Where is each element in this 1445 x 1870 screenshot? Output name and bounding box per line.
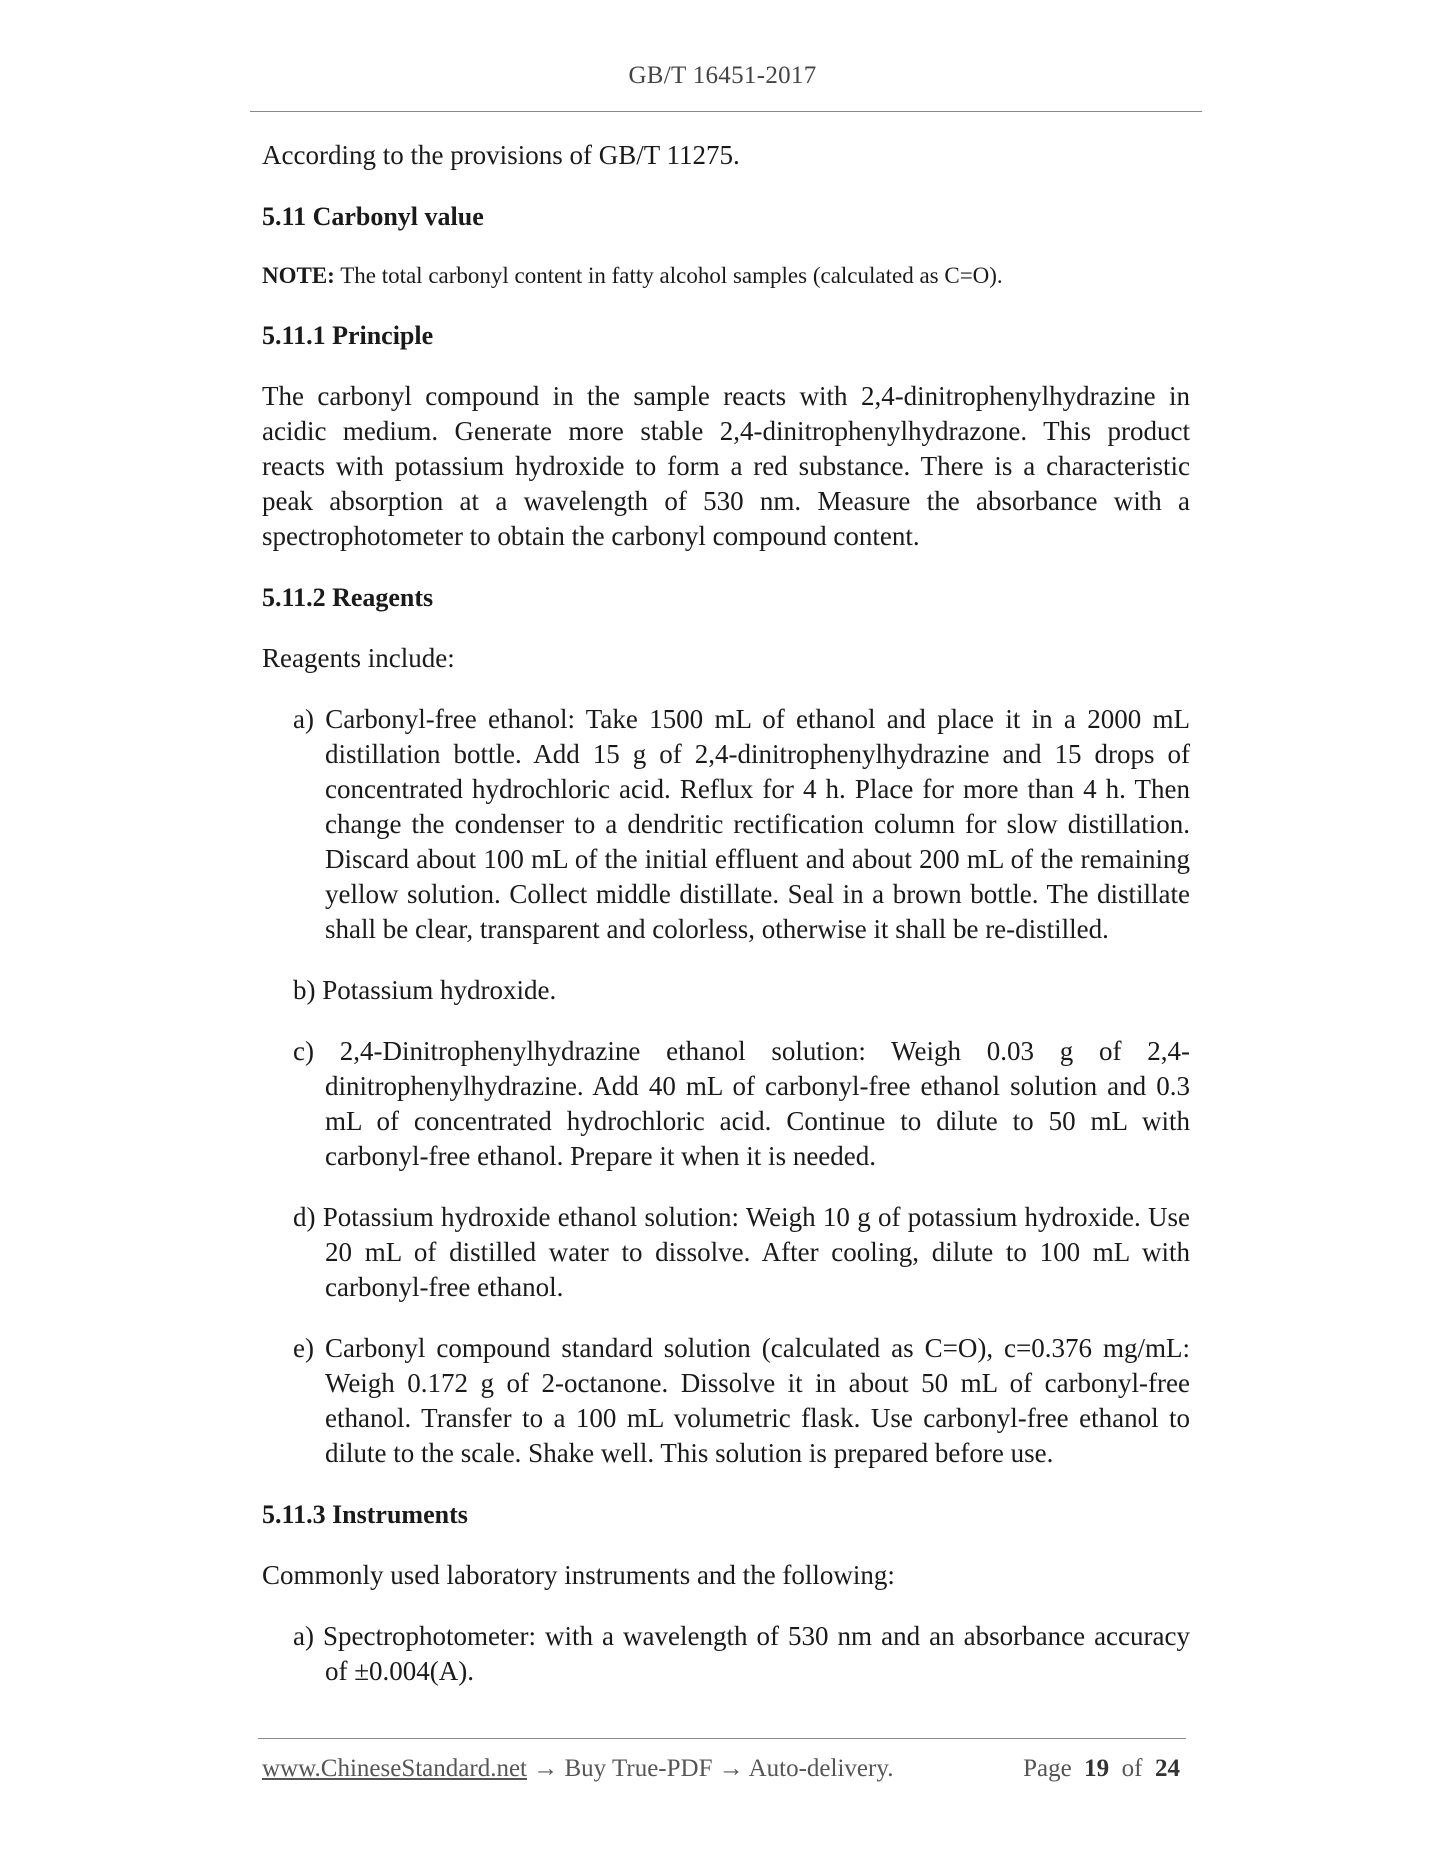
- of-label: of: [1121, 1755, 1143, 1782]
- reagent-item-c: c) 2,4-Dinitrophenylhydrazine ethanol solution: Weigh 0.03 g of 2,4-dinitrophenylhydrazine. Add 40 mL of carbonyl-free ethanol solution and 0.3 mL of concentrated hydrochloric acid. Continue to dilute to 50 mL with carbonyl-free ethanol. Prepare it when it is needed.: [293, 1036, 1190, 1171]
- running-header: GB/T 16451-2017: [628, 62, 817, 89]
- auto-delivery-text: Auto-delivery.: [748, 1755, 894, 1782]
- note-paragraph: [262, 260, 1190, 292]
- reagent-item-d: d) Potassium hydroxide ethanol solution: Weigh 10 g of potassium hydroxide. Use 20 mL of distilled water to dissolve. After cooling, dilute to 100 mL with carbonyl-free ethanol.: [293, 1202, 1190, 1302]
- reagents-title: 5.11.2 Reagents: [262, 583, 434, 612]
- principle-paragraph: The carbonyl compound in the sample reacts with 2,4-dinitrophenylhydrazine in acidic medium. Generate more stable 2,4-dinitrophenylhydrazone. This product reacts with potassium hydroxide to form a red substance. There is a characteristic peak absorption at a wavelength of 530 nm. Measure the absorbance with a spectrophotometer to obtain the carbonyl compound content.: [262, 381, 1190, 551]
- page-number: 19: [1084, 1755, 1110, 1782]
- note-label: NOTE:: [262, 263, 335, 288]
- page-indicator: [1023, 1755, 1180, 1783]
- principle-title: 5.11.1 Principle: [262, 321, 434, 350]
- arrow-right-icon: →: [718, 1755, 744, 1782]
- page-label: Page: [1023, 1755, 1072, 1782]
- note-text: The total carbonyl content in fatty alcohol samples (calculated as C=O).: [340, 263, 1003, 288]
- buy-pdf-text: Buy True-PDF: [564, 1755, 713, 1782]
- section-title: 5.11 Carbonyl value: [262, 202, 484, 231]
- instruments-intro: Commonly used laboratory instruments and the following:: [262, 1560, 895, 1590]
- intro-paragraph: According to the provisions of GB/T 11275.: [262, 140, 740, 170]
- header-divider: [250, 111, 1202, 112]
- reagents-intro: Reagents include:: [262, 643, 455, 673]
- instrument-item-a: a) Spectrophotometer: with a wavelength of 530 nm and an absorbance accuracy of ±0.004(A).: [293, 1621, 1190, 1686]
- page-content: [262, 138, 1190, 1715]
- instruments-title: 5.11.3 Instruments: [262, 1500, 468, 1529]
- footer-divider: [258, 1738, 1186, 1739]
- reagent-item-a: a) Carbonyl-free ethanol: Take 1500 mL of ethanol and place it in a 2000 mL distillation bottle. Add 15 g of 2,4-dinitrophenylhydrazine and 15 drops of concentrated hydrochloric acid. Reflux for 4 h. Place for more than 4 h. Then change the condenser to a dendritic rectification column for slow distillation. Discard about 100 mL of the initial effluent and about 200 mL of the remaining yellow solution. Collect middle distillate. Seal in a brown bottle. The distillate shall be clear, transparent and colorless, otherwise it shall be re-distilled.: [293, 704, 1190, 944]
- reagent-item-b: b) Potassium hydroxide.: [293, 975, 557, 1005]
- page-total: 24: [1155, 1755, 1180, 1782]
- footer-promo: [262, 1755, 893, 1783]
- reagent-item-e: e) Carbonyl compound standard solution (calculated as C=O), c=0.376 mg/mL: Weigh 0.172 g of 2-octanone. Dissolve it in about 50 mL of carbonyl-free ethanol. Transfer to a 100 mL volumetric flask. Use carbonyl-free ethanol to dilute to the scale. Shake well. This solution is prepared before use.: [293, 1333, 1190, 1468]
- website-link[interactable]: www.ChineseStandard.net: [262, 1755, 527, 1782]
- arrow-right-icon: →: [533, 1755, 559, 1782]
